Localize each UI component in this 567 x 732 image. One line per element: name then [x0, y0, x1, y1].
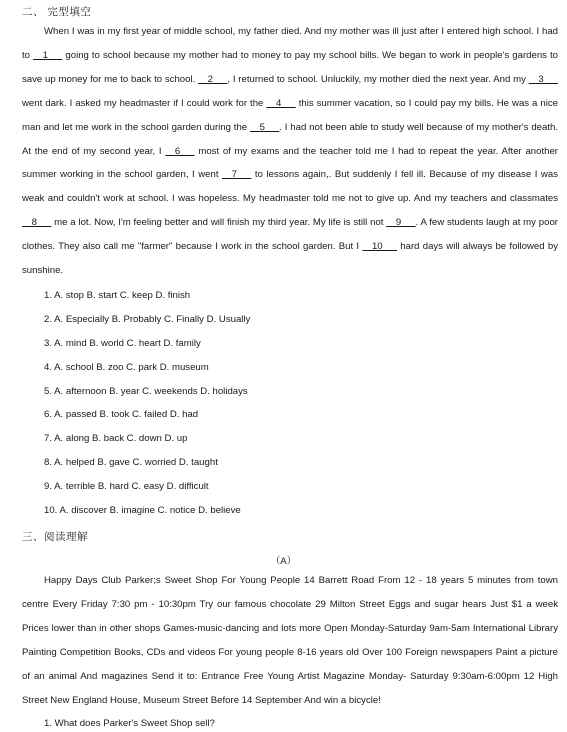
- passage-text: went dark. I asked my headmaster if I could work for the: [22, 97, 267, 109]
- passage-text: me a lot. Now, I'm feeling better and will finish my third year. My life is still not: [51, 217, 387, 229]
- passage-text: When I was in my first year of middle school, my father died. And my mother was ill just after I entered high school. I had to: [22, 26, 558, 61]
- cloze-passage: [22, 20, 558, 283]
- reading-passage: Happy Days Club Parker;s Sweet Shop For Young People 14 Barrett Road From 12 - 18 years 5 minutes from town centre Every Friday 7:30 pm - 10:30pm Try our famous chocolate 29 Milton Street Eggs and sugar hears Just $1 a week Prices lower than in other shops Games-music-dancing and lots more Open Monday-Saturday 9am-5am International Library Painting Competition Books, CDs and videos For young people 8-16 years old Over 100 Foreign newspapers Paint a picture of an animal And magazines Send it to: Entrance Free Young Artist Magazine Monday- Saturday 9:30am-6:00pm 12 High Street New England House, Museum Street Before 14 September And win a bicycle!: [22, 575, 558, 706]
- passage-text: most of my exams and the teacher told me I had to repeat the year. After another summer working in the school garden, I went: [22, 145, 558, 181]
- passage-text: this summer vacation, so I could pay my bills. He was a nice man and let me work in the school garden during the: [22, 97, 558, 133]
- blank-8: 8: [22, 217, 52, 229]
- option-line-2: 2. A. Especially B. Probably C. Finally D. Usually: [44, 313, 251, 325]
- option-line-1: 1. A. stop B. start C. keep D. finish: [44, 290, 191, 301]
- blank-5: 5: [249, 121, 280, 133]
- blank-9: 9: [386, 217, 416, 229]
- blank-2: 2: [198, 73, 228, 85]
- option-line-3: 3. A. mind B. world C. heart D. family: [44, 337, 201, 349]
- passage-text: . I had not been able to study well because of my mother's death. At the end of my second year, I: [22, 121, 558, 157]
- section-3-title: 三、阅读理解: [22, 531, 88, 543]
- passage-label: （A）: [270, 556, 297, 567]
- blank-7: 7: [222, 169, 252, 181]
- passage-text: to lessons again,. But suddenly I fell ill. Because of my disease I was weak and couldn't work at school. I was hopeless. My headmaster told me not to give up. And my teachers and classmates: [22, 169, 558, 205]
- option-line-8: 8. A. helped B. gave C. worried D. taught: [44, 457, 218, 469]
- option-line-10: 10. A. discover B. imagine C. notice D. believe: [44, 505, 241, 517]
- option-line-7: 7. A. along B. back C. down D. up: [44, 433, 188, 445]
- blank-3: 3: [528, 73, 558, 85]
- blank-6: 6: [165, 145, 195, 157]
- option-line-4: 4. A. school B. zoo C. park D. museum: [44, 361, 209, 373]
- blank-1: 1: [33, 49, 63, 61]
- section-2-title: 二、 完型填空: [22, 6, 92, 18]
- option-line-5: 5. A. afternoon B. year C. weekends D. holidays: [44, 385, 248, 397]
- passage-text: . A few students laugh at my poor clothes. They also call me "farmer" because I work in the school garden. But I: [22, 217, 559, 253]
- passage-text: , I returned to school. Unluckily, my mother died the next year. And my: [227, 73, 529, 85]
- passage-text: hard days will always be followed by sunshine.: [22, 241, 558, 277]
- blank-4: 4: [266, 97, 296, 109]
- option-line-6: 6. A. passed B. took C. failed D. had: [44, 409, 199, 421]
- question-1: 1. What does Parker's Sweet Shop sell?: [44, 718, 215, 729]
- blank-10: 10: [362, 241, 398, 253]
- answer-options: [44, 284, 250, 523]
- passage-text: going to school because my mother had to money to pay my school bills. We began to work in people's gardens to save up money for me to back to school.: [22, 49, 558, 85]
- option-line-9: 9. A. terrible B. hard C. easy D. difficult: [44, 481, 209, 493]
